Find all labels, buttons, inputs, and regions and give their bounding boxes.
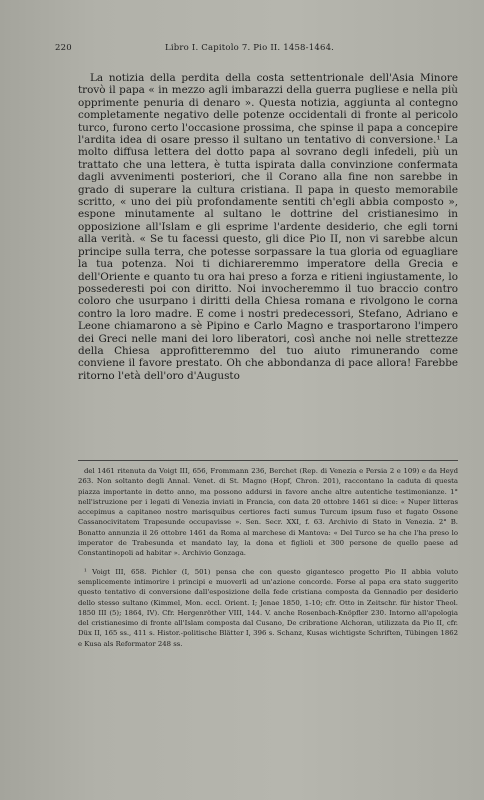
running-head: Libro I. Capitolo 7. Pio II. 1458-1464. <box>165 43 335 53</box>
body-paragraph: La notizia della perdita della costa settentrionale dell'Asia Minore trovò il papa « in mezzo agli imbarazzi della guerra pugliese e nella più opprimente penuria di denaro ». Questa notizia, aggiunta al contegno completamente negativo delle potenze occidentali di fronte al pericolo turco, furono certo l'occasione prossima, che spinse il papa a concepire l'ardita idea di osare presso il sultano un tentativo di conversione.¹ La molto diffusa lettera del dotto papa al sovrano degli infedeli, più un trattato che una lettera, è tutta ispirata dalla convinzione confermata dagli avvenimenti posteriori, che il Corano alla fine non sarebbe in grado di superare la cultura cristiana. Il papa in questo memorabile scritto, « uno dei più profondamente sentiti ch'egli abbia composto », espone minutamente al sultano le dottrine del cristianesimo in opposizione all'Islam e gli esprime l'ardente desiderio, che egli torni alla verità. « Se tu facessi questo, gli dice Pio II, non vi sarebbe alcun principe sulla terra, che potesse sorpassare la tua gloria od eguagliare la tua potenza. Noi ti dichiareremmo imperatore della Grecia e dell'Oriente e quanto tu ora hai preso a forza e ritieni ingiustamente, lo possederesti poi con diritto. Noi invocheremmo il tuo braccio contro coloro che usurpano i diritti della Chiesa romana e rivolgono le corna contro la loro madre. E come i nostri predecessori, Stefano, Adriano e Leone chiamarono a sè Pipino e Carlo Magno e trasportarono l'impero dei Greci nelle mani dei loro liberatori, così anche noi nelle strettezze della Chiesa approfitteremmo del tuo aiuto rimunerando come conviene il favore prestato. Oh che abbondanza di pace allora! Farebbe ritorno l'età dell'oro d'Augusto <box>78 72 458 382</box>
main-text <box>78 72 458 382</box>
running-header <box>55 43 456 55</box>
footnote-divider <box>78 460 458 461</box>
page-number: 220 <box>55 43 72 53</box>
footnote-continued: del 1461 ritenuta da Voigt III, 656, Frommann 236, Berchet (Rep. di Venezia e Persia 2 e 109) e da Heyd 263. Non soltanto degli Annal. Venet. di St. Magno (Hopf, Chron. 201), raccontano la caduta di questa piazza importante in detto anno, ma possono addursi in favore anche altre autentiche testimonianze. 1° nell'istruzione per i legati di Venezia inviati in Francia, con data 20 ottobre 1461 si dice: « Nuper litteras accepimus a capitaneo nostro marisquibus certiores facti sumus Turcum ipsum fuso et fugato Ossone Cassanocivitatem Trapesunde occupavisse ». Sen. Secr. XXI, f. 63. Archivio di Stato in Venezia. 2° B. Bonatto annunzia il 26 ottobre 1461 da Roma al marchese di Mantova: « Del Turco se ha che l'ha preso lo imperator de Trabesunda et mandato lay, la dona et figlioli et 300 persone de quello paese ad Constantinopoli ad habitar ». Archivio Gonzaga. <box>78 467 458 558</box>
footnotes <box>78 466 458 649</box>
footnote-1: ¹ Voigt III, 658. Pichler (I, 501) pensa che con questo gigantesco progetto Pio II abbia voluto semplicemente intimorire i principi e muoverli ad un'azione concorde. Forse al papa era stato suggerito questo tentativo di conversione dall'esposizione della fede cristiana composta da Gennadio per desiderio dello stesso sultano (Kimmel, Mon. eccl. Orient. I; Jenae 1850, 1-10; cfr. Otto in Zeitschr. für histor Theol. 1850 III (5); 1864, IV). Cfr. Hergenröther VIII, 144. V. anche Rosenbach-Knöpfler 230. Intorno all'apologia del cristianesimo di fronte all'Islam composta dal Cusano, De cribratione Alchoran, utilizzata da Pio II, cfr. Düx II, 165 ss., 411 s. Histor.-politische Blätter I, 396 s. Schanz, Kusas wichtigste Schriften, Tübingen 1862 e Kusa als Reformator 248 ss. <box>78 567 458 648</box>
